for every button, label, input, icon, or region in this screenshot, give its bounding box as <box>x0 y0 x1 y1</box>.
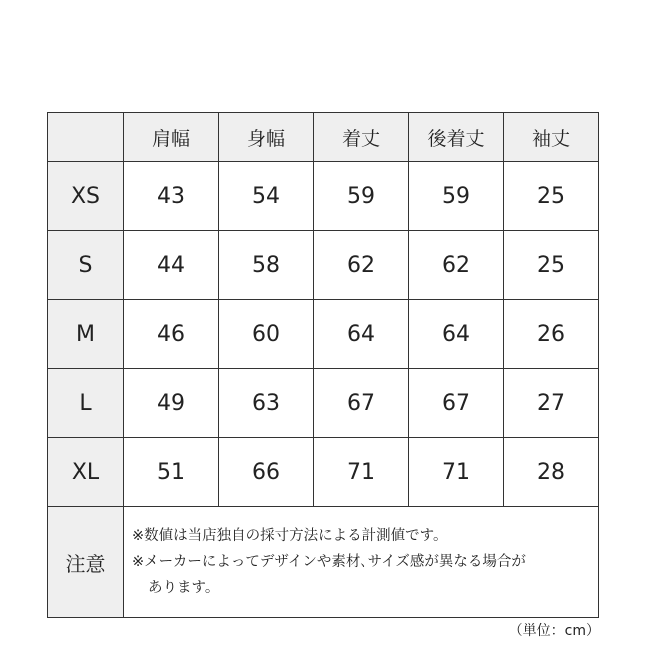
size-label: L <box>48 369 124 438</box>
table-cell: 67 <box>409 369 504 438</box>
header-chest-width: 身幅 <box>219 113 314 162</box>
table-cell: 58 <box>219 231 314 300</box>
note-label: 注意 <box>48 507 124 618</box>
table-cell: 62 <box>314 231 409 300</box>
table-cell: 63 <box>219 369 314 438</box>
size-label: S <box>48 231 124 300</box>
table-cell: 54 <box>219 162 314 231</box>
table-cell: 26 <box>504 300 599 369</box>
note-line: ※数値は当店独自の採寸方法による計測値です。 <box>132 528 448 544</box>
table-cell: 28 <box>504 438 599 507</box>
table-cell: 62 <box>409 231 504 300</box>
header-back-length: 後着丈 <box>409 113 504 162</box>
header-row <box>48 113 599 162</box>
unit-label: （単位：cm） <box>508 623 600 639</box>
table-row <box>48 300 599 369</box>
table-cell: 46 <box>124 300 219 369</box>
size-label: XL <box>48 438 124 507</box>
table-cell: 51 <box>124 438 219 507</box>
header-corner-cell <box>48 113 124 162</box>
table-cell: 49 <box>124 369 219 438</box>
note-line: ※メーカーによってデザインや素材､サイズ感が異なる場合が <box>132 554 526 570</box>
table-cell: 59 <box>409 162 504 231</box>
table-cell: 71 <box>409 438 504 507</box>
table-cell: 64 <box>409 300 504 369</box>
note-line: あります。 <box>148 580 220 596</box>
note-text <box>124 507 599 618</box>
table-cell: 67 <box>314 369 409 438</box>
size-label: M <box>48 300 124 369</box>
table-row <box>48 162 599 231</box>
table-cell: 71 <box>314 438 409 507</box>
table-cell: 25 <box>504 231 599 300</box>
table-row <box>48 438 599 507</box>
size-chart-table <box>47 112 599 618</box>
table-cell: 60 <box>219 300 314 369</box>
header-length: 着丈 <box>314 113 409 162</box>
header-shoulder-width: 肩幅 <box>124 113 219 162</box>
table-row <box>48 231 599 300</box>
table-cell: 64 <box>314 300 409 369</box>
note-row <box>48 507 599 618</box>
table-cell: 43 <box>124 162 219 231</box>
header-sleeve-length: 袖丈 <box>504 113 599 162</box>
table-cell: 44 <box>124 231 219 300</box>
table-cell: 27 <box>504 369 599 438</box>
table-cell: 66 <box>219 438 314 507</box>
table-cell: 59 <box>314 162 409 231</box>
table-cell: 25 <box>504 162 599 231</box>
size-label: XS <box>48 162 124 231</box>
table-row <box>48 369 599 438</box>
